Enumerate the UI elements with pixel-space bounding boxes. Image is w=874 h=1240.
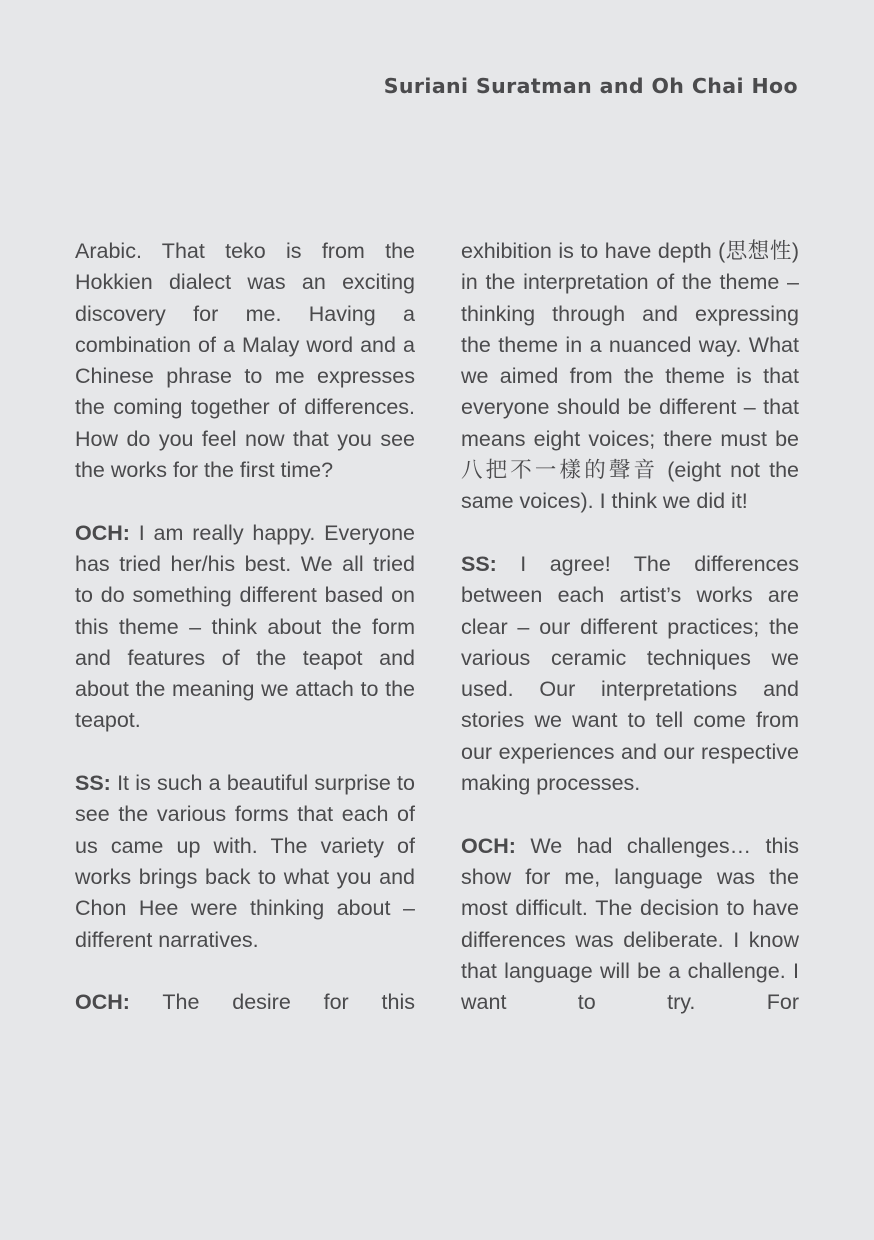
speaker-label-ss: SS: [75, 771, 111, 796]
running-header-authors: Suriani Suratman and Oh Chai Hoo [383, 74, 798, 98]
paragraph-right-3 [461, 831, 799, 1019]
paragraph-left-1 [75, 236, 415, 486]
paragraph-text: The desire for this [162, 990, 415, 1015]
paragraph-right-2 [461, 549, 799, 799]
right-text-column [461, 236, 799, 1018]
speaker-label-och: OCH: [75, 520, 130, 545]
paragraph-text: It is such a beautiful surprise to see the various forms that each of us came up with. The variety of works brings back to what you and Chon Hee were thinking about – different narratives. [75, 771, 415, 952]
paragraph-left-2 [75, 518, 415, 737]
paragraph-text: Arabic. That teko is from the Hokkien dialect was an exciting discovery for me. Having a combination of a Malay word and a Chinese phrase to me expresses the coming together of differences. How do you feel now that you see the works for the first time? [75, 239, 415, 483]
paragraph-text: exhibition is to have depth (思想性) in the interpretation of the theme –thinking through and expressing the theme in a nuanced way. What we aimed from the theme is that everyone should be different – that means eight voices; there must be 八把不一樣的聲音 (eight not the same voices). I think we did it! [461, 239, 799, 514]
left-text-column [75, 236, 415, 1018]
paragraph-text: We had challenges… this show for me, language was the most difficult. The decision to have differences was deliberate. I know that language will be a challenge. I want to try. For [461, 833, 799, 1015]
paragraph-left-3 [75, 768, 415, 956]
paragraph-text: I agree! The differences between each artist’s works are clear – our different practices; the various ceramic techniques we used. Our interpretations and stories we want to tell come from our experiences and our respective making processes. [461, 551, 799, 796]
speaker-label-och: OCH: [461, 833, 516, 858]
paragraph-left-4 [75, 987, 415, 1018]
paragraph-text: I am really happy. Everyone has tried her/his best. We all tried to do something different based on this theme – think about the form and features of the teapot and about the meaning we attach to the teapot. [75, 520, 415, 733]
paragraph-right-1 [461, 236, 799, 518]
speaker-label-ss: SS: [461, 551, 497, 576]
speaker-label-och: OCH: [75, 990, 130, 1015]
